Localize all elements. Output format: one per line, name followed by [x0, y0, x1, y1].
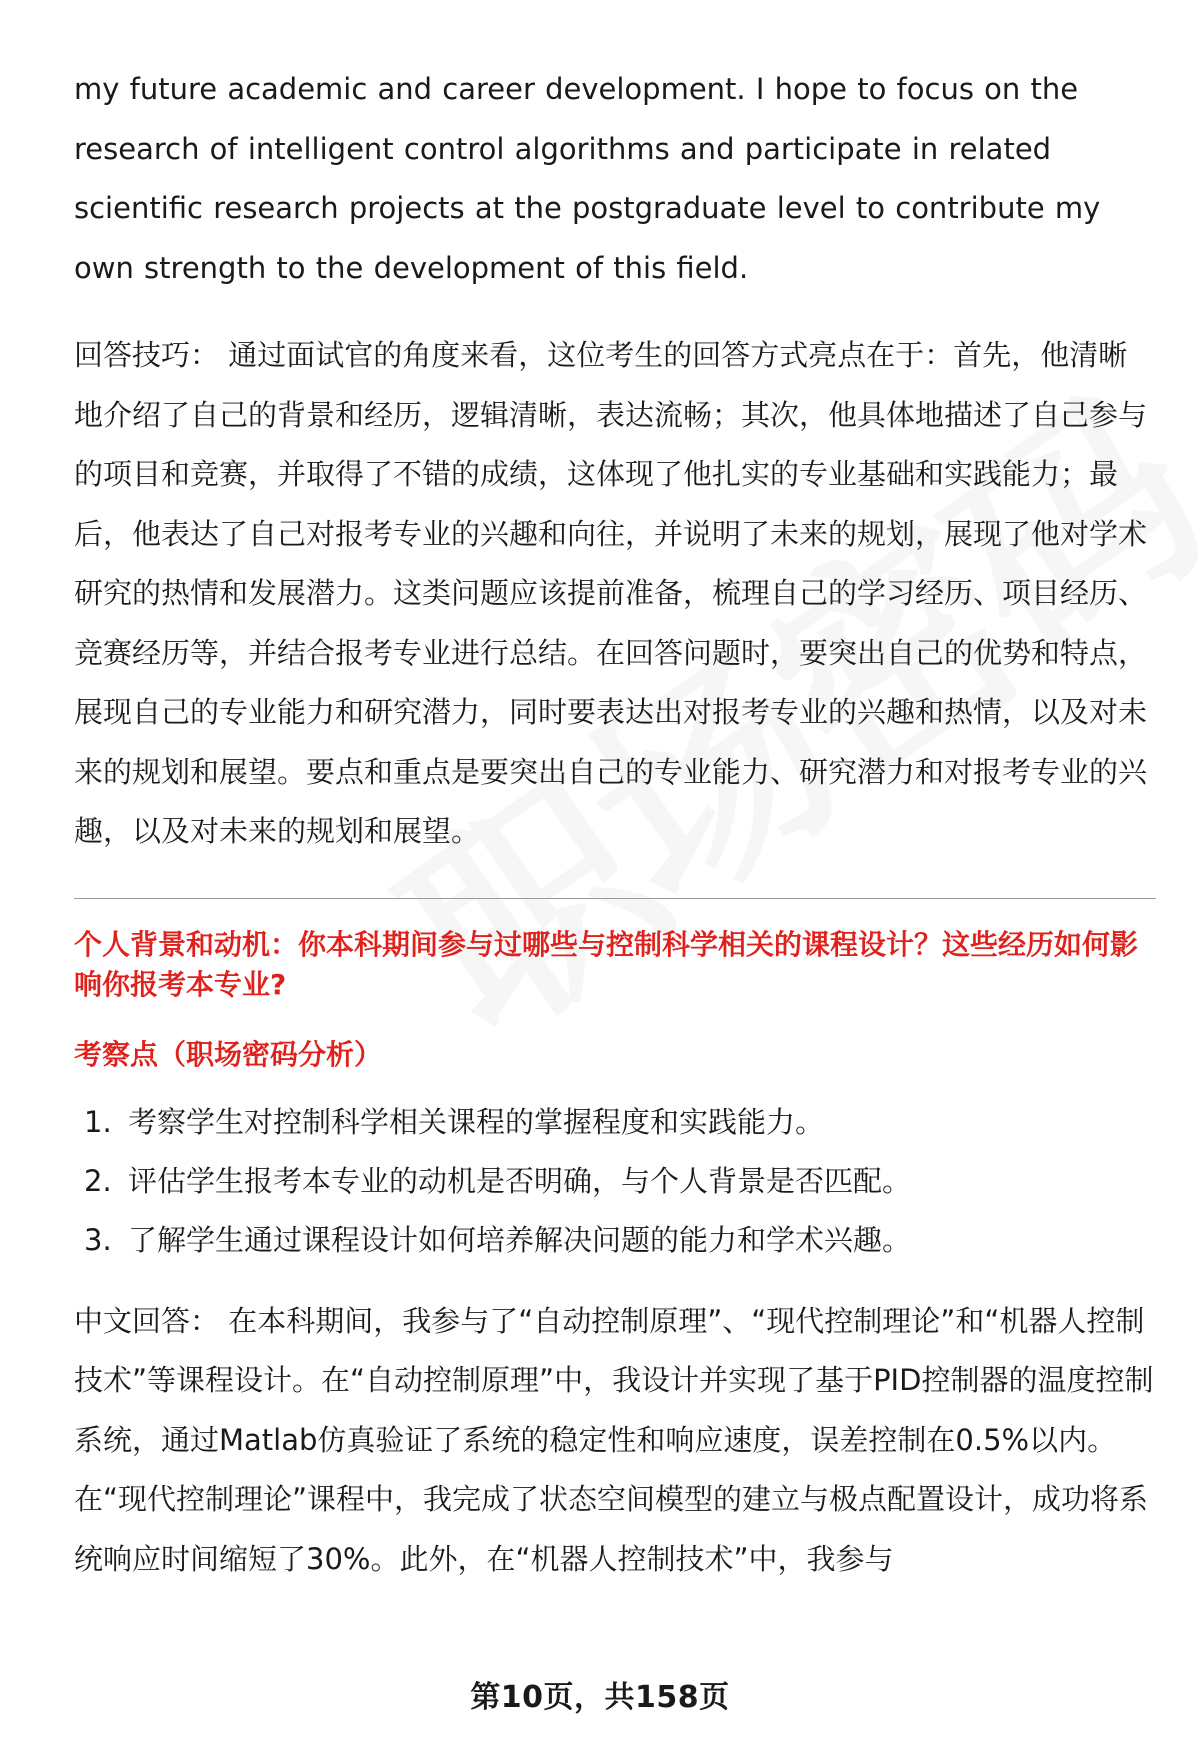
list-item-text: 了解学生通过课程设计如何培养解决问题的能力和学术兴趣。 — [128, 1222, 912, 1257]
question-title: 个人背景和动机：你本科期间参与过哪些与控制科学相关的课程设计？这些经历如何影响你报考本专业? — [74, 927, 1139, 1001]
assessment-points-list — [74, 1093, 1156, 1270]
assessment-points-heading: 考察点（职场密码分析） — [74, 1037, 383, 1071]
list-item — [74, 1093, 1156, 1152]
section-divider — [74, 898, 1156, 899]
list-item-number: 2. — [84, 1163, 112, 1198]
list-item — [74, 1152, 1156, 1211]
answer-tips-paragraph: 回答技巧： 通过面试官的角度来看，这位考生的回答方式亮点在于：首先，他清晰地介绍了自己的背景和经历，逻辑清晰，表达流畅；其次，他具体地描述了自己参与的项目和竞赛，并取得了不错的成绩，这体现了他扎实的专业基础和实践能力；最后，他表达了自己对报考专业的兴趣和向往，并说明了未来的规划，展现了他对学术研究的热情和发展潜力。这类问题应该提前准备，梳理自己的学习经历、项目经历、竞赛经历等，并结合报考专业进行总结。在回答问题时，要突出自己的优势和特点，展现自己的专业能力和研究潜力，同时要表达出对报考专业的兴趣和热情，以及对未来的规划和展望。要点和重点是要突出自己的专业能力、研究潜力和对报考专业的兴趣，以及对未来的规划和展望。 — [74, 338, 1148, 848]
list-item — [74, 1211, 1156, 1270]
chinese-answer-paragraph: 中文回答： 在本科期间，我参与了“自动控制原理”、“现代控制理论”和“机器人控制技术”等课程设计。在“自动控制原理”中，我设计并实现了基于PID控制器的温度控制系统，通过Matlab仿真验证了系统的稳定性和响应速度，误差控制在0.5%以内。在“现代控制理论”课程中，我完成了状态空间模型的建立与极点配置设计，成功将系统响应时间缩短了30%。此外，在“机器人控制技术”中，我参与 — [74, 1303, 1154, 1576]
list-item-text: 考察学生对控制科学相关课程的掌握程度和实践能力。 — [128, 1104, 825, 1139]
document-page — [74, 60, 1156, 1589]
list-item-text: 评估学生报考本专业的动机是否明确，与个人背景是否匹配。 — [128, 1163, 912, 1198]
page-number: 第10页，共158页 — [470, 1680, 730, 1715]
intro-paragraph: my future academic and career development. I hope to focus on the research of intelligent control algorithms and participate in related scientific research projects at the postgraduate level to contribute my own strength to the development of this field. — [74, 72, 1101, 285]
list-item-number: 1. — [84, 1104, 112, 1139]
list-item-number: 3. — [84, 1222, 112, 1257]
